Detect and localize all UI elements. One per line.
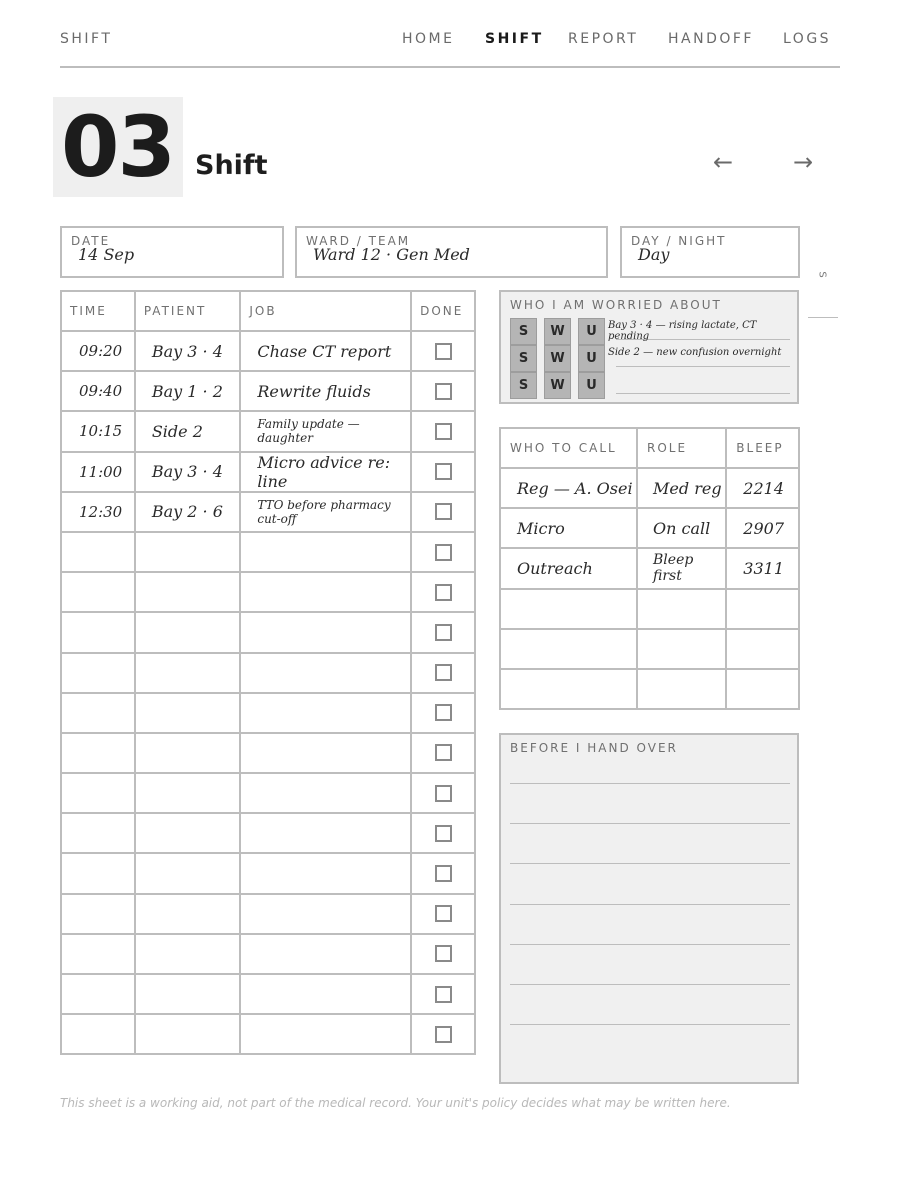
col-role: ROLE (637, 428, 726, 468)
sbar-box-w[interactable]: W (544, 345, 571, 372)
done-checkbox[interactable] (435, 744, 452, 761)
time-cell[interactable]: 09:40 (61, 371, 135, 411)
handover-line[interactable] (510, 823, 790, 824)
done-checkbox[interactable] (435, 423, 452, 440)
brand-label: SHIFT (60, 31, 113, 47)
role-cell[interactable] (637, 669, 726, 709)
arrow-right-icon[interactable]: → (793, 148, 814, 176)
jobs-table (60, 290, 476, 1055)
handover-line[interactable] (510, 783, 790, 784)
sbar-box-u[interactable]: U (578, 345, 605, 372)
ward-label: WARD / TEAM (306, 234, 411, 248)
sbar-box-s[interactable]: S (510, 318, 537, 345)
daynight-value: Day (638, 245, 670, 264)
nav-logs[interactable]: LOGS (783, 31, 832, 47)
time-cell[interactable] (61, 974, 135, 1014)
time-cell[interactable] (61, 934, 135, 974)
time-cell[interactable] (61, 532, 135, 572)
job-cell[interactable] (240, 934, 411, 974)
job-cell[interactable] (240, 1014, 411, 1054)
worried-line (616, 366, 790, 367)
done-cell (411, 853, 475, 893)
done-checkbox[interactable] (435, 945, 452, 962)
patient-cell[interactable] (135, 934, 241, 974)
table-row (61, 853, 475, 893)
table-row (61, 733, 475, 773)
table-row (61, 612, 475, 652)
table-row (61, 813, 475, 853)
table-row (61, 693, 475, 733)
col-who: WHO TO CALL (500, 428, 637, 468)
done-cell (411, 492, 475, 532)
done-checkbox[interactable] (435, 584, 452, 601)
done-cell (411, 934, 475, 974)
job-cell[interactable] (240, 773, 411, 813)
done-checkbox[interactable] (435, 785, 452, 802)
col-job: JOB (240, 291, 411, 331)
patient-cell[interactable]: Bay 2 · 6 (135, 492, 241, 532)
worried-panel (499, 290, 799, 404)
date-field[interactable] (60, 226, 284, 278)
job-cell[interactable] (240, 894, 411, 934)
nav-divider (60, 66, 840, 68)
worried-note[interactable]: Bay 3 · 4 — rising lactate, CT pending (608, 320, 757, 342)
table-row (500, 629, 799, 669)
time-cell[interactable] (61, 572, 135, 612)
done-cell (411, 452, 475, 492)
time-cell[interactable]: 10:15 (61, 411, 135, 451)
done-checkbox[interactable] (435, 986, 452, 1003)
job-cell[interactable]: Family update — daughter (240, 411, 411, 451)
done-checkbox[interactable] (435, 383, 452, 400)
done-cell (411, 733, 475, 773)
done-cell (411, 572, 475, 612)
sbar-box-u[interactable]: U (578, 318, 605, 345)
table-row (500, 548, 799, 588)
col-bleep: BLEEP (726, 428, 799, 468)
col-done: DONE (411, 291, 475, 331)
table-row (61, 452, 475, 492)
patient-cell[interactable] (135, 653, 241, 693)
nav-shift[interactable]: SHIFT (485, 31, 544, 47)
job-cell[interactable] (240, 974, 411, 1014)
table-row (61, 331, 475, 371)
done-checkbox[interactable] (435, 544, 452, 561)
table-row (61, 653, 475, 693)
time-cell[interactable]: 12:30 (61, 492, 135, 532)
side-mark: S (816, 271, 828, 278)
contact-name-cell[interactable] (500, 589, 637, 629)
patient-cell[interactable] (135, 733, 241, 773)
time-cell[interactable]: 11:00 (61, 452, 135, 492)
role-cell[interactable]: Med reg (637, 468, 726, 508)
col-patient: PATIENT (135, 291, 241, 331)
worried-note[interactable]: Side 2 — new confusion overnight (608, 347, 782, 358)
table-row (500, 669, 799, 709)
job-cell[interactable] (240, 532, 411, 572)
table-row (500, 468, 799, 508)
sbar-box-u[interactable]: U (578, 372, 605, 399)
done-cell (411, 411, 475, 451)
worried-line (616, 393, 790, 394)
time-cell[interactable] (61, 733, 135, 773)
bleep-cell[interactable] (726, 629, 799, 669)
job-cell[interactable]: TTO before pharmacy cut-off (240, 492, 411, 532)
table-row (61, 492, 475, 532)
job-cell[interactable] (240, 612, 411, 652)
side-dash (808, 317, 838, 318)
bleep-cell[interactable]: 3311 (726, 548, 799, 588)
time-cell[interactable] (61, 853, 135, 893)
patient-cell[interactable]: Side 2 (135, 411, 241, 451)
sbar-box-s[interactable]: S (510, 345, 537, 372)
table-row (500, 508, 799, 548)
done-cell (411, 1014, 475, 1054)
col-time: TIME (61, 291, 135, 331)
handover-line[interactable] (510, 1024, 790, 1025)
ward-field[interactable] (295, 226, 608, 278)
time-cell[interactable] (61, 894, 135, 934)
contact-name-cell[interactable]: Reg — A. Osei (500, 468, 637, 508)
table-row (500, 589, 799, 629)
role-cell[interactable]: On call (637, 508, 726, 548)
patient-cell[interactable] (135, 773, 241, 813)
table-row (61, 894, 475, 934)
done-cell (411, 653, 475, 693)
arrow-left-icon[interactable]: ← (713, 148, 734, 176)
call-table (499, 427, 800, 710)
time-cell[interactable] (61, 1014, 135, 1054)
done-cell (411, 773, 475, 813)
role-cell[interactable] (637, 629, 726, 669)
sbar-box-w[interactable]: W (544, 318, 571, 345)
nav-handoff[interactable]: HANDOFF (668, 31, 754, 47)
done-cell (411, 894, 475, 934)
contact-name-cell[interactable]: Outreach (500, 548, 637, 588)
done-cell (411, 693, 475, 733)
table-row (61, 532, 475, 572)
done-checkbox[interactable] (435, 343, 452, 360)
job-cell[interactable] (240, 853, 411, 893)
time-cell[interactable] (61, 612, 135, 652)
done-cell (411, 813, 475, 853)
contact-name-cell[interactable] (500, 629, 637, 669)
done-checkbox[interactable] (435, 865, 452, 882)
handover-line[interactable] (510, 904, 790, 905)
sbar-box-s[interactable]: S (510, 372, 537, 399)
contact-name-cell[interactable] (500, 669, 637, 709)
done-checkbox[interactable] (435, 624, 452, 641)
done-cell (411, 371, 475, 411)
job-cell[interactable] (240, 733, 411, 773)
bleep-cell[interactable] (726, 669, 799, 709)
nav-report[interactable]: REPORT (568, 31, 639, 47)
patient-cell[interactable] (135, 693, 241, 733)
patient-cell[interactable] (135, 612, 241, 652)
role-cell[interactable] (637, 589, 726, 629)
done-checkbox[interactable] (435, 463, 452, 480)
job-cell[interactable] (240, 693, 411, 733)
handover-label: BEFORE I HAND OVER (510, 741, 678, 755)
done-checkbox[interactable] (435, 664, 452, 681)
table-row (61, 1014, 475, 1054)
patient-cell[interactable]: Bay 3 · 4 (135, 331, 241, 371)
nav-home[interactable]: HOME (402, 31, 455, 47)
patient-cell[interactable] (135, 974, 241, 1014)
bleep-cell[interactable] (726, 589, 799, 629)
worried-label: WHO I AM WORRIED ABOUT (510, 298, 722, 312)
done-checkbox[interactable] (435, 503, 452, 520)
page-number: 03 (53, 97, 183, 197)
daynight-field[interactable] (620, 226, 800, 278)
table-row (61, 572, 475, 612)
date-value: 14 Sep (78, 245, 135, 264)
done-checkbox[interactable] (435, 704, 452, 721)
done-checkbox[interactable] (435, 825, 452, 842)
daynight-label: DAY / NIGHT (631, 234, 727, 248)
bleep-cell[interactable]: 2907 (726, 508, 799, 548)
table-row (61, 411, 475, 451)
time-cell[interactable]: 09:20 (61, 331, 135, 371)
table-row (61, 974, 475, 1014)
done-cell (411, 612, 475, 652)
patient-cell[interactable] (135, 572, 241, 612)
done-checkbox[interactable] (435, 1026, 452, 1043)
footer-note: This sheet is a working aid, not part of the medical record. Your unit's policy decides what may be written here. (60, 1096, 731, 1110)
bleep-cell[interactable]: 2214 (726, 468, 799, 508)
role-cell[interactable]: Bleep first (637, 548, 726, 588)
patient-cell[interactable]: Bay 1 · 2 (135, 371, 241, 411)
patient-cell[interactable] (135, 1014, 241, 1054)
ward-value: Ward 12 · Gen Med (313, 245, 470, 264)
patient-cell[interactable] (135, 894, 241, 934)
done-cell (411, 331, 475, 371)
patient-cell[interactable] (135, 532, 241, 572)
time-cell[interactable] (61, 693, 135, 733)
time-cell[interactable] (61, 813, 135, 853)
done-cell (411, 532, 475, 572)
done-cell (411, 974, 475, 1014)
job-cell[interactable]: Micro advice re: line (240, 452, 411, 492)
patient-cell[interactable]: Bay 3 · 4 (135, 452, 241, 492)
table-row (61, 371, 475, 411)
time-cell[interactable] (61, 773, 135, 813)
sbar-box-w[interactable]: W (544, 372, 571, 399)
job-cell[interactable] (240, 813, 411, 853)
job-cell[interactable] (240, 572, 411, 612)
handover-line[interactable] (510, 944, 790, 945)
job-cell[interactable]: Rewrite fluids (240, 371, 411, 411)
job-cell[interactable]: Chase CT report (240, 331, 411, 371)
time-cell[interactable] (61, 653, 135, 693)
handover-line[interactable] (510, 984, 790, 985)
patient-cell[interactable] (135, 813, 241, 853)
table-row (61, 934, 475, 974)
handover-line[interactable] (510, 863, 790, 864)
contact-name-cell[interactable]: Micro (500, 508, 637, 548)
patient-cell[interactable] (135, 853, 241, 893)
date-label: DATE (71, 234, 111, 248)
handover-panel (499, 733, 799, 1084)
done-checkbox[interactable] (435, 905, 452, 922)
job-cell[interactable] (240, 653, 411, 693)
table-row (61, 773, 475, 813)
page-title: Shift (195, 150, 268, 181)
